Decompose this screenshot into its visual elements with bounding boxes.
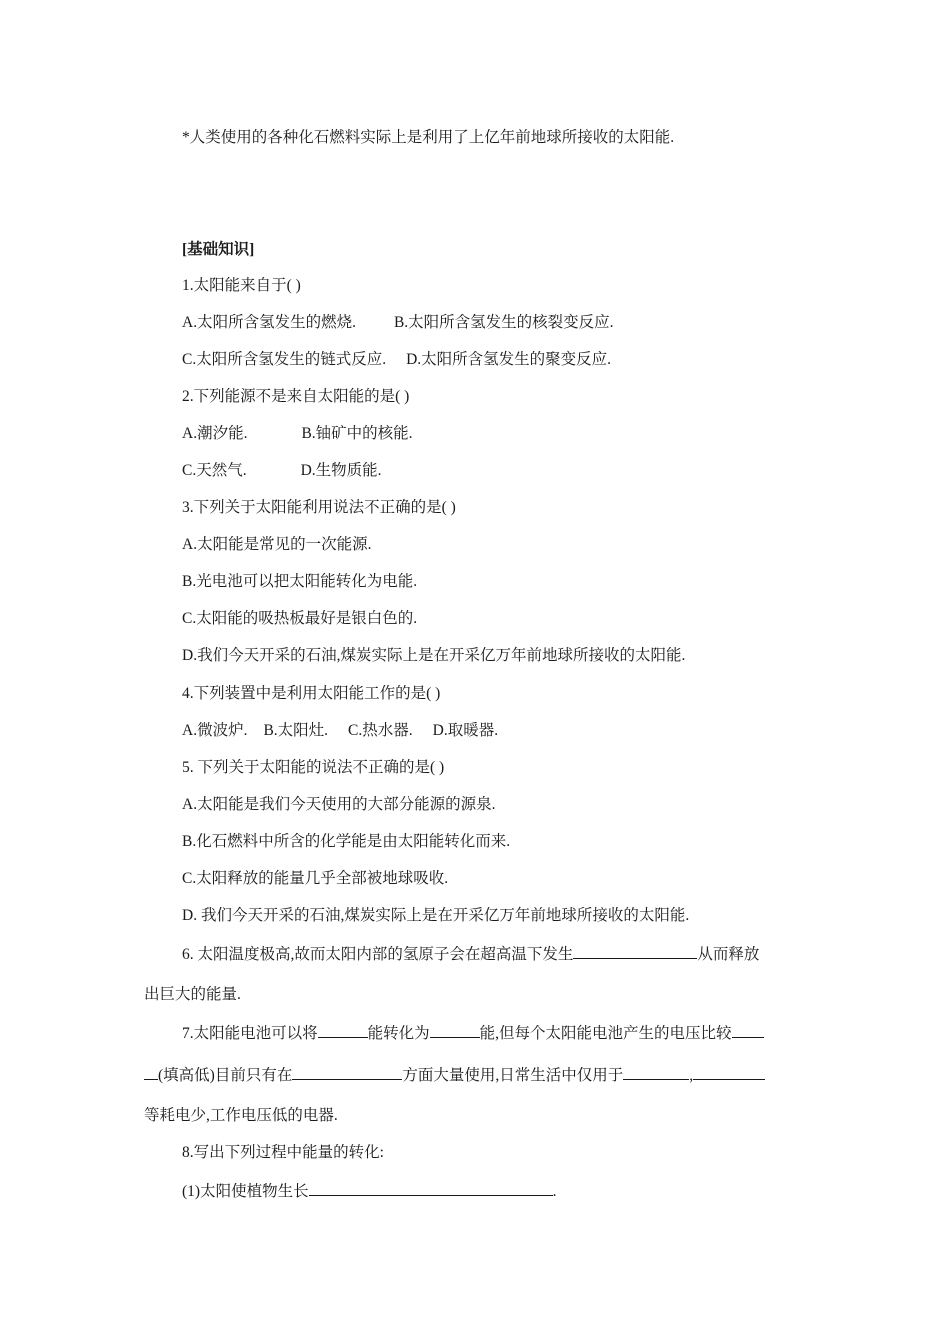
question-6-part-1: 6. 太阳温度极高,故而太阳内部的氢原子会在超高温下发生 [182,946,574,963]
question-5-option-c: C.太阳释放的能量几乎全部被地球吸收. [182,870,449,887]
question-1-stem: 1.太阳能来自于( ) [182,277,301,294]
question-4-option-d: D.取暖器. [432,722,499,739]
question-7-blank-3a[interactable] [732,1022,764,1038]
question-4-option-c: C.热水器. [348,722,413,739]
question-7-part-3: 能,但每个太阳能电池产生的电压比较 [479,1025,732,1042]
question-4-option-b: B.太阳灶. [263,722,329,739]
question-7-blank-3b[interactable] [144,1064,158,1080]
question-5-stem: 5. 下列关于太阳能的说法不正确的是( ) [182,759,445,776]
question-7-part-1: 7.太阳能电池可以将 [182,1025,318,1042]
section-heading: [基础知识] [182,241,255,258]
question-6-line-2: 出巨大的能量. [144,986,241,1003]
question-1-option-c: C.太阳所含氢发生的链式反应. [182,351,387,368]
question-7-blank-5[interactable] [623,1064,689,1080]
question-7-blank-1[interactable] [318,1022,368,1038]
question-7-line-2-part-2: 方面大量使用,日常生活中仅用于 [402,1067,624,1084]
question-5-option-d: D. 我们今天开采的石油,煤炭实际上是在开采亿万年前地球所接收的太阳能. [182,907,690,924]
question-7-line-3: 等耗电少,工作电压低的电器. [144,1107,338,1124]
question-6-line-1 [182,943,759,965]
question-6-blank-1[interactable] [573,943,697,959]
question-1-option-d: D.太阳所含氢发生的聚变反应. [406,351,612,368]
question-3-stem: 3.下列关于太阳能利用说法不正确的是( ) [182,499,456,516]
question-5-option-b: B.化石燃料中所含的化学能是由太阳能转化而来. [182,833,511,850]
question-3-option-a: A.太阳能是常见的一次能源. [182,536,372,553]
question-4-option-a: A.微波炉. [182,722,248,739]
question-2-option-c: C.天然气. [182,462,247,479]
question-7-part-2: 能转化为 [367,1025,430,1042]
question-3-option-d: D.我们今天开采的石油,煤炭实际上是在开采亿万年前地球所接收的太阳能. [182,647,686,664]
question-8-item-1-label: (1)太阳使植物生长 [182,1183,309,1200]
question-7-line-2-part-3: , [689,1067,694,1084]
question-7-blank-6[interactable] [693,1064,765,1080]
question-8-blank-1[interactable] [309,1180,553,1196]
question-8-stem: 8.写出下列过程中能量的转化: [182,1144,384,1161]
question-8-item-1 [182,1180,556,1202]
question-5-option-a: A.太阳能是我们今天使用的大部分能源的源泉. [182,796,496,813]
question-2-options-cd [182,461,382,481]
question-1-option-b: B.太阳所含氢发生的核裂变反应. [393,314,614,331]
question-4-options [182,721,498,741]
question-8-item-1-end: . [552,1183,557,1200]
question-2-option-d: D.生物质能. [300,462,382,479]
question-6-part-2: 从而释放 [697,946,760,963]
question-1-option-a: A.太阳所含氢发生的燃烧. [182,314,356,331]
note-text: *人类使用的各种化石燃料实际上是利用了上亿年前地球所接收的太阳能. [182,129,675,146]
question-7-line-2 [144,1064,765,1086]
question-2-option-a: A.潮汐能. [182,425,248,442]
question-2-option-b: B.铀矿中的核能. [301,425,413,442]
question-7-line-2-part-1: (填高低)目前只有在 [158,1067,293,1084]
question-7-blank-2[interactable] [430,1022,480,1038]
question-1-options-cd [182,350,611,370]
question-2-stem: 2.下列能源不是来自太阳能的是( ) [182,388,410,405]
question-7-line-1 [182,1022,764,1044]
question-2-options-ab [182,424,413,444]
question-7-blank-4[interactable] [292,1064,402,1080]
question-4-stem: 4.下列装置中是利用太阳能工作的是( ) [182,685,441,702]
question-3-option-b: B.光电池可以把太阳能转化为电能. [182,573,418,590]
question-1-options-ab [182,313,614,333]
question-3-option-c: C.太阳能的吸热板最好是银白色的. [182,610,418,627]
